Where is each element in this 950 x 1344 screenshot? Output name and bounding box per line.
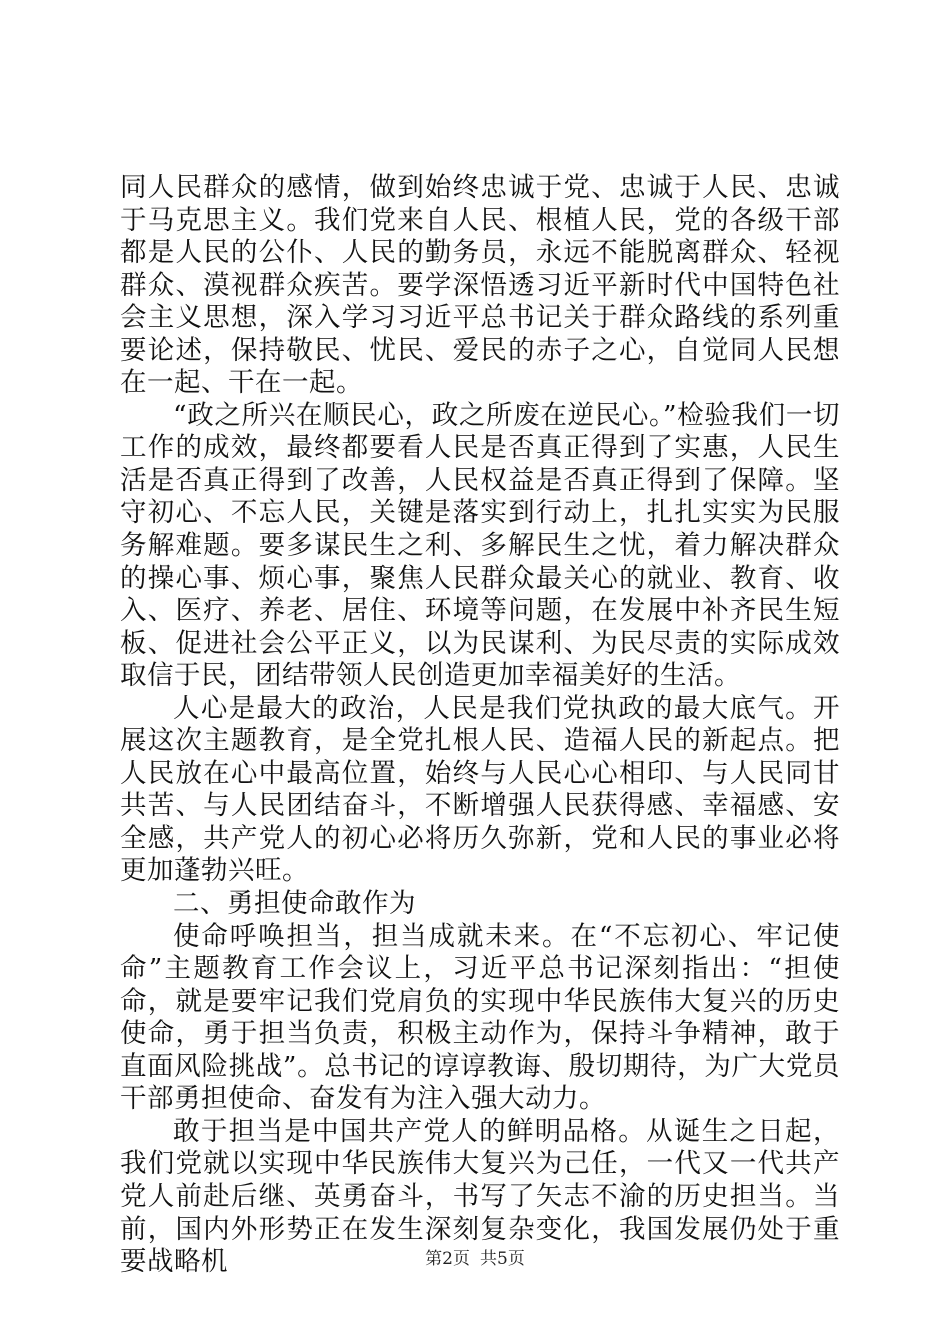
paragraph-3: 人心是最大的政治，人民是我们党执政的最大底气。开展这次主题教育，是全党扎根人民、造福人民的新起点。把人民放在心中最高位置，始终与人民心心相印、与人民同甘共苦、与人民团结奋斗，不断增强人民获得感、幸福感、安全感，共产党人的初心必将历久弥新，党和人民的事业必将更加蓬勃兴旺。 xyxy=(120,692,840,887)
section-heading: 二、勇担使命敢作为 xyxy=(173,888,416,920)
page-number: 第2页 xyxy=(425,1249,470,1269)
page-total: 共5页 xyxy=(480,1249,525,1269)
page-footer xyxy=(0,1244,950,1269)
paragraph-5: 敢于担当是中国共产党人的鲜明品格。从诞生之日起，我们党就以实现中华民族伟大复兴为己任，一代又一代共产党人前赴后继、英勇奋斗，书写了矢志不渝的历史担当。当前，国内外形势正在发生深刻复杂变化，我国发展仍处于重要战略机 xyxy=(120,1115,840,1278)
paragraph-1: 同人民群众的感情，做到始终忠诚于党、忠诚于人民、忠诚于马克思主义。我们党来自人民、根植人民，党的各级干部都是人民的公仆、人民的勤务员，永远不能脱离群众、轻视群众、漠视群众疾苦。要学深悟透习近平新时代中国特色社会主义思想，深入学习习近平总书记关于群众路线的系列重要论述，保持敬民、忧民、爱民的赤子之心，自觉同人民想在一起、干在一起。 xyxy=(120,172,840,399)
document-body xyxy=(120,172,840,1279)
paragraph-4: 使命呼唤担当，担当成就未来。在“不忘初心、牢记使命”主题教育工作会议上，习近平总书记深刻指出：“担使命，就是要牢记我们党肩负的实现中华民族伟大复兴的历史使命，勇于担当负责，积极主动作为，保持斗争精神，敢于直面风险挑战”。总书记的谆谆教诲、殷切期待，为广大党员干部勇担使命、奋发有为注入强大动力。 xyxy=(120,920,840,1115)
paragraph-2: “政之所兴在顺民心，政之所废在逆民心。”检验我们一切工作的成效，最终都要看人民是否真正得到了实惠，人民生活是否真正得到了改善，人民权益是否真正得到了保障。坚守初心、不忘人民，关键是落实到行动上，扎扎实实为民服务解难题。要多谋民生之利、多解民生之忧，着力解决群众的操心事、烦心事，聚焦人民群众最关心的就业、教育、收入、医疗、养老、居住、环境等问题，在发展中补齐民生短板、促进社会公平正义，以为民谋利、为民尽责的实际成效取信于民，团结带领人民创造更加幸福美好的生活。 xyxy=(120,399,840,692)
